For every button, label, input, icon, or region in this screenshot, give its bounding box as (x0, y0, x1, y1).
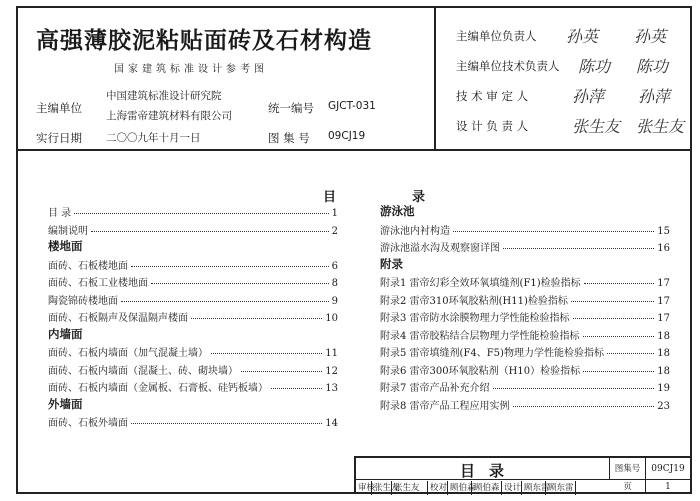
toc-entry-page: 8 (331, 278, 338, 289)
toc-entry-title: 面砖、石板工业楼地面 (48, 278, 148, 289)
toc-entry-page: 13 (325, 383, 338, 394)
toc-section-heading: 楼地面 (48, 239, 83, 253)
dot-leader (131, 423, 322, 424)
dot-leader (131, 266, 329, 267)
toc-section-heading: 外墙面 (48, 396, 83, 411)
footer-sign-cell: 顾伯森 (450, 483, 476, 493)
toc-entry[interactable] (48, 274, 338, 288)
signature: 孙萍 (638, 87, 671, 106)
footer-sign-cell: 张生友 (392, 481, 428, 495)
signature: 张生友 (636, 117, 685, 136)
toc-entry[interactable] (48, 362, 338, 376)
toc-section-heading: 附录 (380, 256, 403, 271)
footer-page-value: 1 (665, 482, 671, 492)
date-value: 二〇〇九年十月一日 (106, 132, 201, 144)
toc-entry-page: 12 (325, 365, 338, 377)
toc-entry-page: 19 (657, 383, 670, 394)
dot-leader (493, 388, 655, 389)
toc-entry[interactable] (48, 257, 338, 271)
toc-entry[interactable] (48, 309, 338, 323)
toc-entry-page: 18 (657, 330, 670, 342)
dot-leader (121, 301, 329, 302)
dot-leader (583, 336, 655, 337)
toc-entry-title: 附录4 雷帝胶粘结合层物理力学性能检验指标 (380, 330, 580, 342)
page-title: 高强薄胶泥粘贴面砖及石材构造 (36, 28, 372, 54)
responsible-row: 设 计 负 责 人 张生友 张生友 (456, 118, 686, 138)
dot-leader (571, 301, 654, 302)
signature: 孙英 (566, 27, 599, 46)
signature: 张生友 (572, 117, 621, 136)
footer-title: 目录 (460, 462, 519, 480)
signature: 陈功 (578, 57, 611, 76)
dot-leader (151, 283, 329, 284)
toc-entry-title: 附录8 雷帝产品工程应用实例 (380, 400, 510, 412)
title-block-left (18, 8, 434, 149)
footer-page-label: 页 (610, 480, 646, 494)
footer-title-cell (356, 458, 610, 480)
footer-sign-cell: 张生友 (374, 483, 400, 493)
responsible-persons (434, 8, 690, 149)
editor-unit-1: 中国建筑标准设计研究院 (106, 90, 222, 102)
toc-entry-title: 面砖、石板内墙面（金属板、石膏板、硅钙板墙） (48, 383, 268, 394)
toc-entry[interactable] (380, 309, 670, 323)
toc-entry-page: 6 (331, 260, 338, 272)
toc-entry[interactable] (380, 222, 670, 236)
dot-leader (241, 371, 322, 372)
toc-entry[interactable] (380, 344, 670, 358)
toc-section-heading: 内墙面 (48, 326, 83, 341)
toc-entry[interactable] (48, 414, 338, 428)
code-value: GJCT-031 (328, 100, 376, 112)
toc-entry-page: 16 (657, 243, 670, 254)
atlas-label: 图 集 号 (268, 131, 310, 145)
dot-leader (191, 318, 322, 319)
toc-heading: 录 (412, 190, 428, 205)
drawing-sheet (16, 6, 692, 494)
toc-entry-title: 附录2 雷帝310环氧胶粘剂(H11)检验指标 (380, 295, 568, 307)
toc-entry-title: 附录5 雷帝填缝剂(F4、F5)物理力学性能检验指标 (380, 348, 604, 359)
toc-entry-page: 18 (657, 348, 670, 359)
footer-sign-cell: 顾伯森 (472, 481, 502, 495)
toc-entry-title: 面砖、石板楼地面 (48, 260, 128, 272)
toc-entry-page: 11 (325, 348, 338, 359)
date-label: 实行日期 (36, 131, 82, 145)
toc-entry-title: 陶瓷锦砖楼地面 (48, 295, 118, 307)
signature: 孙萍 (572, 87, 605, 106)
toc-entry-title: 附录1 雷帝幻彩全效环氧填缝剂(F1)检验指标 (380, 278, 581, 289)
dot-leader (583, 371, 654, 372)
footer-atlas-label: 图集号 (610, 458, 646, 480)
toc-entry[interactable] (380, 397, 670, 411)
toc-entry[interactable] (380, 362, 670, 376)
dot-leader (513, 406, 655, 407)
dot-leader (271, 388, 322, 389)
toc-entry-page: 23 (657, 400, 670, 412)
toc-entry-page: 17 (657, 278, 670, 289)
signature: 孙英 (634, 27, 667, 46)
footer-atlas-value: 09CJ19 (646, 458, 690, 480)
toc-entry-page: 18 (657, 365, 670, 377)
responsible-row: 技 术 审 定 人 孙萍 孙萍 (456, 88, 686, 108)
toc-entry-page: 14 (325, 418, 338, 429)
toc-entry[interactable] (380, 327, 670, 341)
toc-entry-title: 面砖、石板隔声及保温隔声楼面 (48, 313, 188, 324)
dot-leader (503, 248, 654, 249)
toc-entry[interactable] (48, 292, 338, 306)
toc-entry-title: 面砖、石板外墙面 (48, 418, 128, 429)
footer-sign-cell: 设计 (504, 483, 522, 493)
footer-title-block (354, 456, 690, 494)
code-label: 统一编号 (268, 101, 314, 115)
toc-entry[interactable] (380, 379, 670, 393)
dot-leader (573, 318, 655, 319)
footer-sign-cell: 顾东雷 (524, 483, 550, 493)
toc-entry-page: 17 (657, 313, 670, 324)
dot-leader (607, 353, 654, 354)
toc-entry-title: 附录3 雷帝防水涂膜物理力学性能检验指标 (380, 313, 570, 324)
toc-entry[interactable] (48, 222, 338, 236)
dot-leader (211, 353, 322, 354)
toc-entry-title: 附录7 雷帝产品补充介绍 (380, 383, 490, 394)
responsible-row: 主编单位技术负责人 陈功 陈功 (456, 58, 686, 78)
toc-heading: 目 (323, 190, 339, 205)
toc-entry-title: 游泳池内衬构造 (380, 225, 450, 237)
toc-entry-title: 面砖、石板内墙面（混凝土、砖、砌块墙） (48, 365, 238, 377)
toc-section-heading: 游泳池 (380, 204, 415, 218)
responsible-row: 主编单位负责人 孙英 孙英 (456, 28, 686, 48)
toc-entry-title: 面砖、石板内墙面（加气混凝土墙） (48, 348, 208, 359)
footer-sign-cell: 校对 (430, 483, 448, 493)
dot-leader (91, 231, 329, 232)
signature: 陈功 (636, 57, 669, 76)
title-block (18, 8, 690, 151)
editor-unit-label: 主编单位 (36, 101, 82, 115)
toc-entry-page: 10 (325, 313, 338, 324)
toc-entry[interactable] (380, 274, 670, 288)
toc-entry-page: 17 (657, 295, 670, 307)
atlas-value: 09CJ19 (328, 130, 366, 142)
toc-entry[interactable] (48, 344, 338, 358)
dot-leader (74, 213, 328, 214)
footer-sign-cell: 审核 (358, 483, 376, 493)
toc-entry-page: 15 (657, 225, 670, 237)
page-subtitle: 国家建筑标准设计参考图 (114, 64, 268, 75)
toc-entry-title: 游泳池溢水沟及观察窗详图 (380, 243, 500, 254)
toc-entry[interactable] (380, 292, 670, 306)
editor-unit-2: 上海雷帝建筑材料有限公司 (106, 110, 232, 122)
toc-entry[interactable] (380, 239, 670, 253)
toc-entry-page: 1 (331, 208, 338, 219)
dot-leader (584, 283, 655, 284)
toc-entry-page: 9 (331, 295, 338, 307)
dot-leader (453, 231, 654, 232)
footer-sign-cell: 顾东雷 (546, 481, 576, 495)
toc-entry-title: 目 录 (48, 208, 72, 219)
toc-entry[interactable] (48, 204, 338, 218)
toc-entry-title: 编制说明 (48, 225, 88, 237)
toc-entry-page: 2 (331, 225, 338, 237)
toc-entry[interactable] (48, 379, 338, 393)
toc-entry-title: 附录6 雷帝300环氧胶粘剂（H10）检验指标 (380, 365, 581, 377)
